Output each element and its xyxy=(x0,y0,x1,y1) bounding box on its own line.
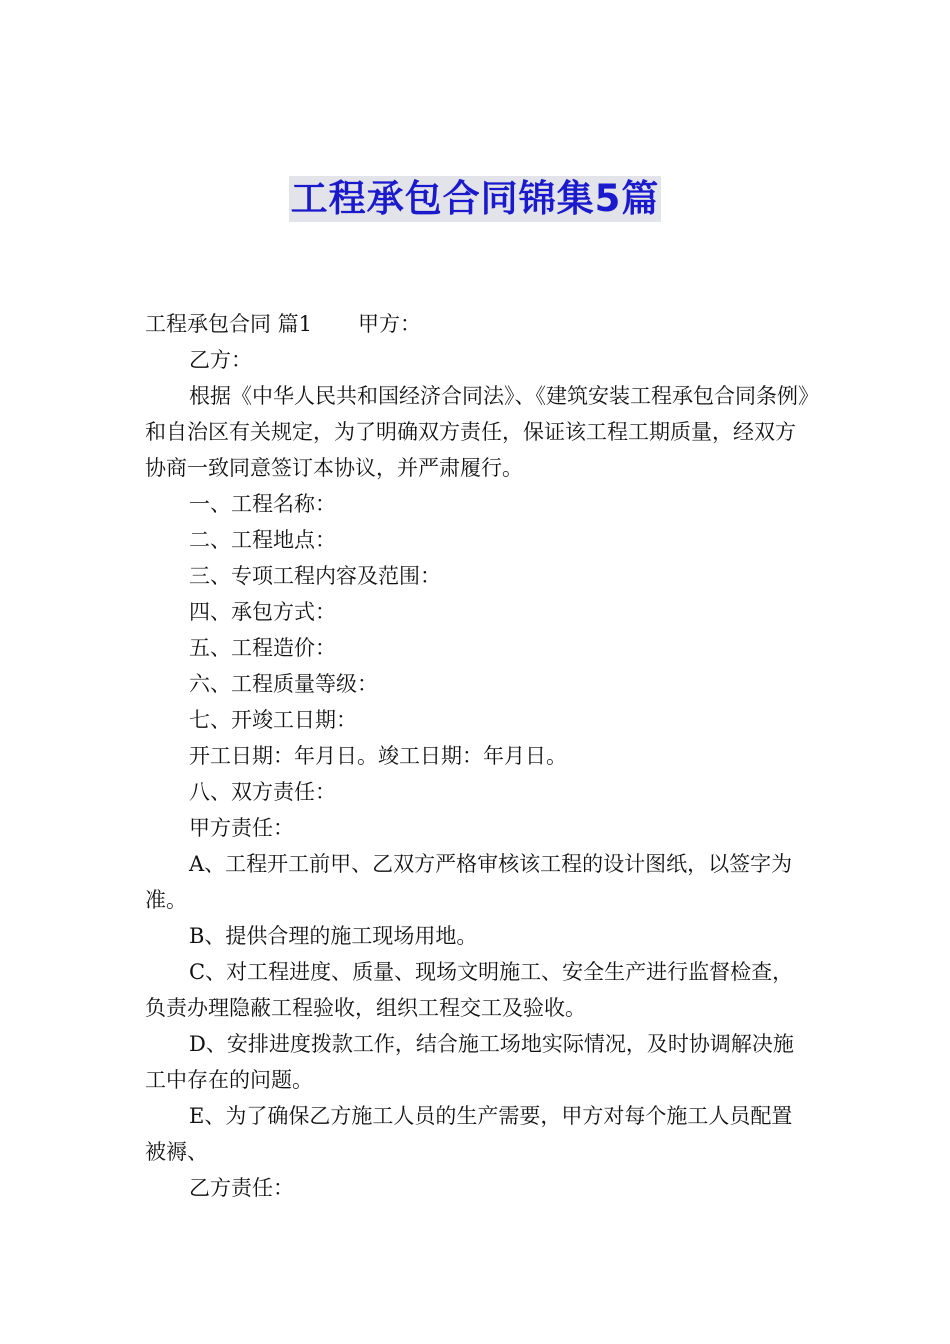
paragraph: B、提供合理的施工现场用地。 xyxy=(189,924,478,948)
party-a-label: 甲方： xyxy=(358,312,422,336)
contract-heading-line xyxy=(145,306,813,342)
document-body xyxy=(145,306,813,1206)
paragraph: D、安排进度拨款工作，结合施工场地实际情况，及时协调解决施工中存在的问题。 xyxy=(145,1032,794,1092)
paragraph: A、工程开工前甲、乙双方严格审核该工程的设计图纸，以签字为准。 xyxy=(145,852,793,912)
paragraph: 六、工程质量等级： xyxy=(189,672,378,696)
paragraph: 五、工程造价： xyxy=(189,636,336,660)
paragraph: 七、开竣工日期： xyxy=(189,708,357,732)
paragraph: 开工日期：年月日。竣工日期：年月日。 xyxy=(189,744,567,768)
paragraph: 三、专项工程内容及范围： xyxy=(189,564,441,588)
paragraph: 四、承包方式： xyxy=(189,600,336,624)
paragraph: C、对工程进度、质量、现场文明施工、安全生产进行监督检查，负责办理隐蔽工程验收，组织工程交工及验收。 xyxy=(145,960,794,1020)
paragraph: E、为了确保乙方施工人员的生产需要，甲方对每个施工人员配置被褥、 xyxy=(145,1104,793,1164)
document-title: 工程承包合同锦集5篇 xyxy=(290,177,660,220)
paragraph: 二、工程地点： xyxy=(189,528,336,552)
paragraph: 乙方： xyxy=(189,348,252,372)
paragraph: 八、双方责任： xyxy=(189,780,336,804)
paragraph: 根据《中华人民共和国经济合同法》、《建筑安装工程承包合同条例》和自治区有关规定，为了明确双方责任，保证该工程工期质量，经双方协商一致同意签订本协议，并严肃履行。 xyxy=(145,384,809,480)
title-container xyxy=(0,176,950,222)
paragraph: 一、工程名称： xyxy=(189,492,336,516)
contract-heading: 工程承包合同 篇1 xyxy=(145,312,313,336)
paragraph: 乙方责任： xyxy=(189,1176,294,1200)
paragraph: 甲方责任： xyxy=(189,816,294,840)
